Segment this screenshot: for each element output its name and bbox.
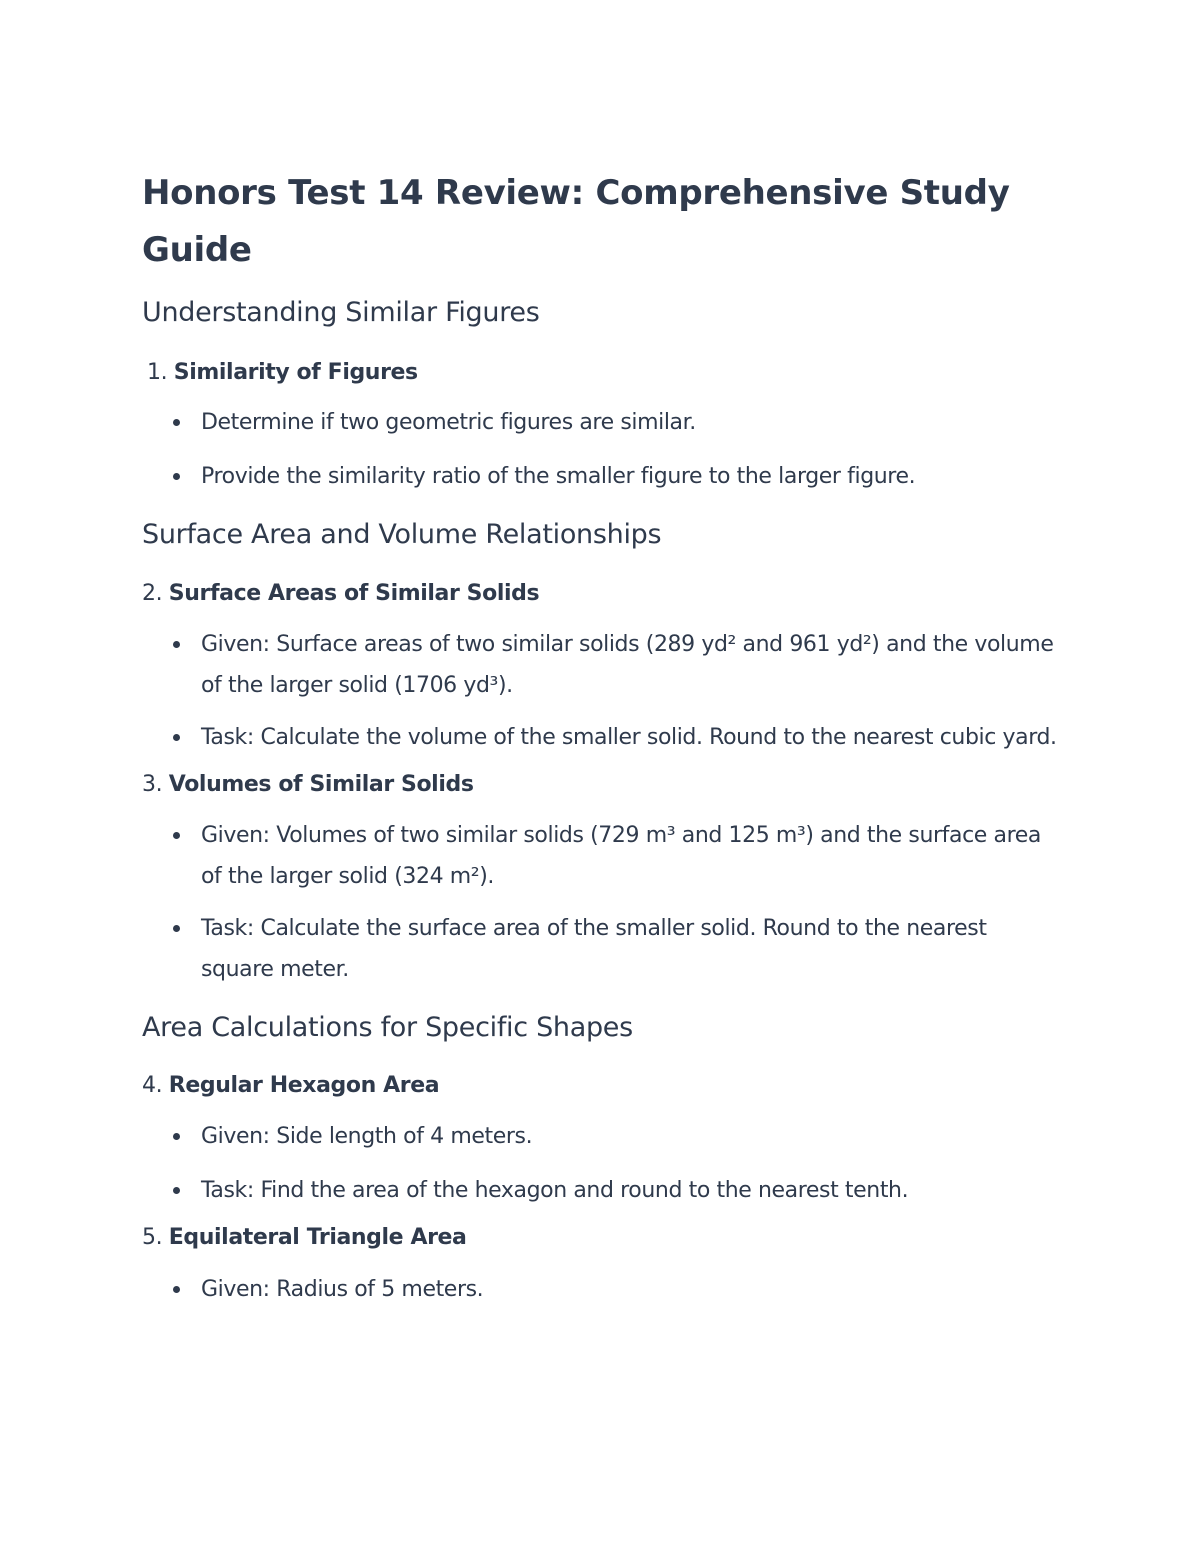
bullet-icon bbox=[173, 1133, 180, 1140]
item-label: Equilateral Triangle Area bbox=[168, 1225, 467, 1250]
bullet-list-1 bbox=[142, 402, 1062, 497]
bullet-icon bbox=[173, 419, 180, 426]
list-item bbox=[142, 717, 1062, 758]
bullet-icon bbox=[173, 641, 180, 648]
bullet-list-2 bbox=[142, 624, 1062, 758]
list-item bbox=[142, 456, 1062, 497]
page-title: Honors Test 14 Review: Comprehensive Study Guide bbox=[142, 173, 1010, 270]
list-item-text: Task: Find the area of the hexagon and round to the nearest tenth. bbox=[201, 1178, 909, 1203]
list-item-text: Task: Calculate the volume of the smaller solid. Round to the nearest cubic yard. bbox=[201, 725, 1057, 750]
item-label: Volumes of Similar Solids bbox=[168, 772, 474, 797]
bullet-icon bbox=[173, 925, 180, 932]
list-item-text: Provide the similarity ratio of the smaller figure to the larger figure. bbox=[201, 464, 916, 489]
section-heading-similar-figures: Understanding Similar Figures bbox=[142, 297, 540, 328]
item-heading-5 bbox=[142, 1222, 1062, 1254]
list-item-text: Given: Radius of 5 meters. bbox=[201, 1277, 484, 1302]
item-number: 4. bbox=[142, 1073, 163, 1098]
list-item bbox=[142, 1116, 1062, 1157]
bullet-icon bbox=[173, 1286, 180, 1293]
list-item bbox=[142, 908, 1062, 990]
item-label: Surface Areas of Similar Solids bbox=[168, 581, 540, 606]
list-item bbox=[142, 402, 1062, 443]
list-item-text: Task: Calculate the surface area of the smaller solid. Round to the nearest square meter. bbox=[201, 916, 987, 982]
list-item-text: Given: Volumes of two similar solids (729 m³ and 125 m³) and the surface area of the larger solid (324 m²). bbox=[201, 823, 1041, 889]
bullet-icon bbox=[173, 473, 180, 480]
item-label: Regular Hexagon Area bbox=[168, 1073, 440, 1098]
bullet-list-3 bbox=[142, 815, 1062, 990]
item-number: 1. bbox=[147, 360, 168, 385]
item-heading-1 bbox=[142, 357, 1062, 389]
list-item bbox=[142, 815, 1062, 897]
list-item-text: Given: Surface areas of two similar solids (289 yd² and 961 yd²) and the volume of the larger solid (1706 yd³). bbox=[201, 632, 1054, 698]
section-heading-surface-volume: Surface Area and Volume Relationships bbox=[142, 519, 662, 550]
item-heading-3 bbox=[142, 769, 1062, 801]
bullet-icon bbox=[173, 1187, 180, 1194]
bullet-list-4 bbox=[142, 1116, 1062, 1211]
list-item bbox=[142, 1170, 1062, 1211]
list-item-text: Given: Side length of 4 meters. bbox=[201, 1124, 533, 1149]
bullet-icon bbox=[173, 734, 180, 741]
item-heading-4 bbox=[142, 1070, 1062, 1102]
item-number: 5. bbox=[142, 1225, 163, 1250]
item-number: 3. bbox=[142, 772, 163, 797]
document-page bbox=[142, 165, 1062, 1310]
list-item bbox=[142, 624, 1062, 706]
item-number: 2. bbox=[142, 581, 163, 606]
bullet-icon bbox=[173, 832, 180, 839]
item-heading-2 bbox=[142, 578, 1062, 610]
list-item bbox=[142, 1269, 1062, 1310]
bullet-list-5 bbox=[142, 1269, 1062, 1310]
section-heading-area-calculations: Area Calculations for Specific Shapes bbox=[142, 1012, 633, 1043]
item-label: Similarity of Figures bbox=[173, 360, 418, 385]
list-item-text: Determine if two geometric figures are similar. bbox=[201, 410, 696, 435]
